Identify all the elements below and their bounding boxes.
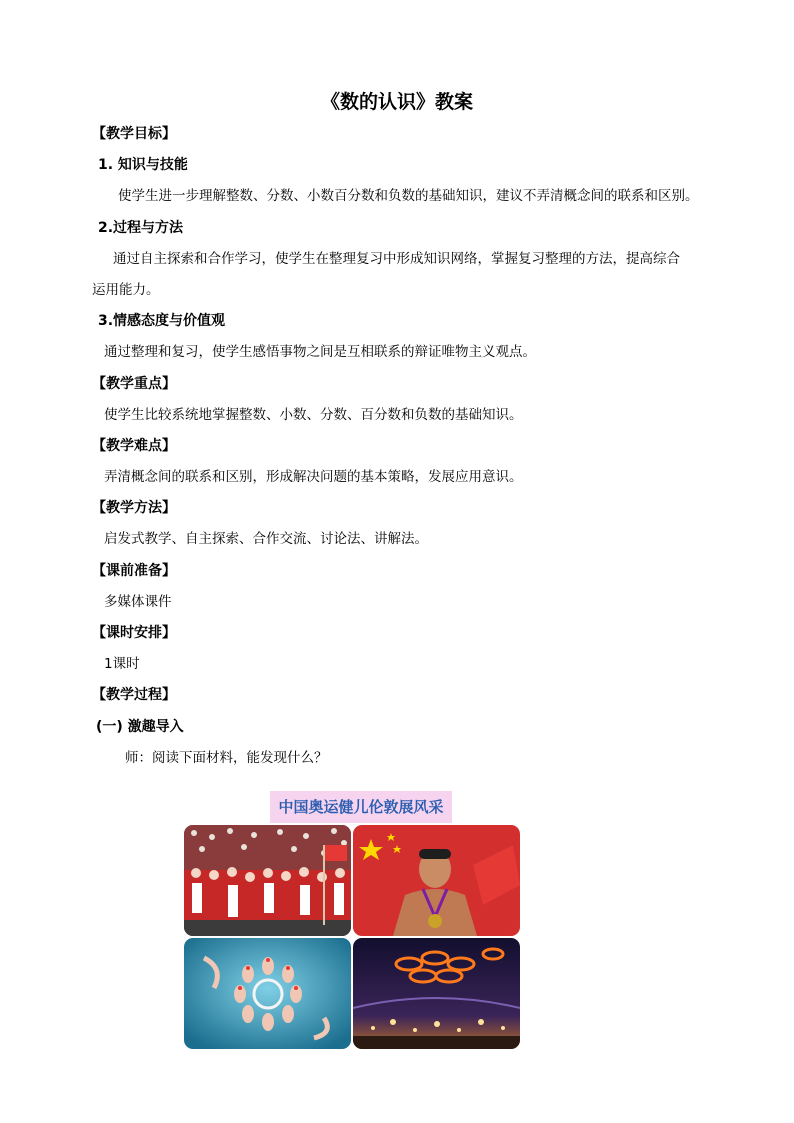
collage-caption: 中国奥运健儿伦敦展风采	[270, 791, 452, 823]
difficult-text: 弄清概念间的联系和区别，形成解决问题的基本策略，发展应用意识。	[104, 469, 523, 485]
goal1-heading: 1. 知识与技能	[98, 157, 188, 173]
photo-synchronized-swimming	[184, 938, 351, 1049]
goal3-text: 通过整理和复习，使学生感悟事物之间是互相联系的辩证唯物主义观点。	[104, 344, 536, 360]
goal2-text-line1: 通过自主探索和合作学习，使学生在整理复习中形成知识网络，掌握复习整理的方法，提高综合	[113, 251, 680, 267]
goal2-text-line2: 运用能力。	[92, 282, 160, 298]
photo-parade	[184, 825, 351, 936]
photo-ceremony-rings	[353, 938, 520, 1049]
document-title: 《数的认识》教案	[320, 91, 473, 113]
section-heading-time: 【课时安排】	[92, 625, 176, 641]
section-heading-key: 【教学重点】	[92, 376, 176, 392]
section-heading-difficult: 【教学难点】	[92, 438, 176, 454]
goal2-heading: 2.过程与方法	[98, 220, 184, 236]
section-heading-goals: 【教学目标】	[92, 126, 176, 142]
goal1-text: 使学生进一步理解整数、分数、小数百分数和负数的基础知识，建议不弄清概念间的联系和区别。	[118, 188, 699, 204]
step1-heading: (一) 激趣导入	[96, 719, 184, 735]
photo-swimmer-flag	[353, 825, 520, 936]
step1-text: 师：阅读下面材料，能发现什么？	[125, 750, 328, 766]
key-text: 使学生比较系统地掌握整数、小数、分数、百分数和负数的基础知识。	[104, 407, 523, 423]
olympic-photo-collage	[184, 791, 520, 1051]
prep-text: 多媒体课件	[104, 594, 172, 610]
section-heading-method: 【教学方法】	[92, 500, 176, 516]
goal3-heading: 3.情感态度与价值观	[98, 313, 226, 329]
section-heading-process: 【教学过程】	[92, 687, 176, 703]
section-heading-prep: 【课前准备】	[92, 563, 176, 579]
time-text: 1课时	[104, 656, 140, 672]
method-text: 启发式教学、自主探索、合作交流、讨论法、讲解法。	[104, 531, 428, 547]
